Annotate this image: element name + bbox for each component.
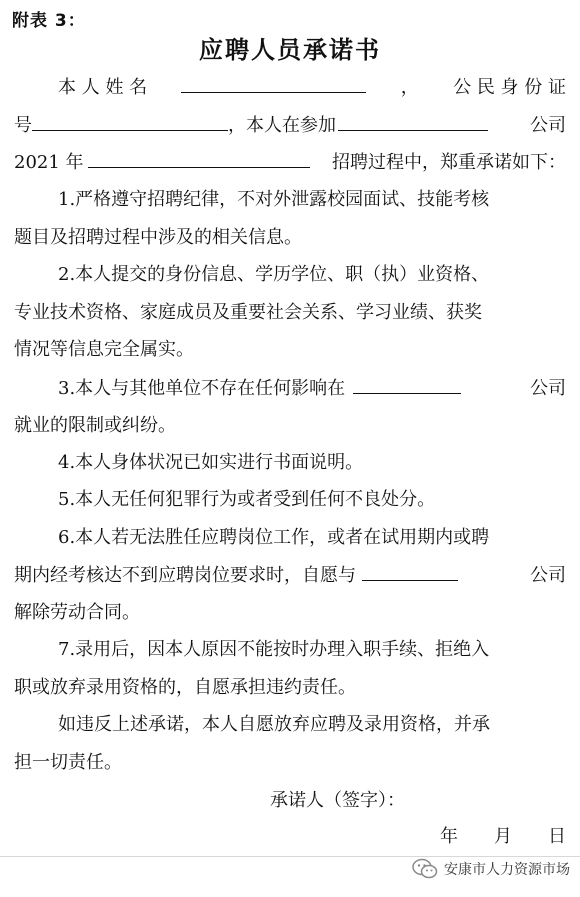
item-6-line-1 (58, 525, 489, 551)
item-text: 担一切责任。 (14, 752, 122, 773)
item-text: 5.本人无任何犯罪行为或者受到任何不良处分。 (58, 489, 436, 510)
intro-pledge: 招聘过程中，郑重承诺如下： (332, 152, 566, 173)
item-text: 公司 (530, 565, 566, 586)
company-blank-1 (338, 112, 488, 131)
intro-comma: ， (400, 77, 419, 98)
item-7-line-1 (58, 637, 489, 663)
intro-id-label: 公 民 身 份 证 (453, 77, 566, 98)
item-text: 2.本人提交的身份信息、学历学位、职（执）业资格、 (58, 264, 490, 285)
intro-year: 2021 年 (14, 152, 84, 173)
intro-name-label: 本 人 姓 名 (58, 77, 148, 98)
item-6-line-3 (14, 600, 140, 626)
item-2-line-2 (14, 300, 482, 326)
item-2-line-1 (58, 262, 489, 288)
intro-line-2 (14, 112, 566, 139)
date-month: 月 (494, 826, 512, 847)
item-1-line-2 (14, 225, 302, 251)
item-2-line-3 (14, 337, 194, 363)
date-day: 日 (548, 826, 566, 847)
signature-label: 承诺人（签字）： (270, 790, 405, 811)
attachment-label: 附表 3： (12, 11, 86, 31)
item-text: 解除劳动合同。 (14, 602, 140, 623)
intro-line-1 (58, 74, 566, 101)
item-3-line-2 (14, 413, 176, 439)
name-blank (181, 74, 366, 93)
item-text: 如违反上述承诺，本人自愿放弃应聘及录用资格，并承 (58, 714, 490, 735)
item-text: 情况等信息完全属实。 (14, 339, 194, 360)
item-text: 6.本人若无法胜任应聘岗位工作，或者在试用期内或聘 (58, 527, 490, 548)
intro-participate: ，本人在参加 (228, 115, 336, 136)
item-text: 4.本人身体状况已如实进行书面说明。 (58, 452, 364, 473)
item-text: 期内经考核达不到应聘岗位要求时，自愿与 (14, 565, 356, 586)
page-title: 应聘人员承诺书 (199, 36, 381, 64)
item-text: 公司 (530, 378, 566, 399)
source-watermark (412, 858, 570, 880)
item-6-line-2 (14, 562, 566, 589)
watermark-text: 安康市人力资源市场 (444, 862, 570, 878)
intro-id-suffix: 号 (14, 115, 32, 136)
date-year: 年 (440, 826, 458, 847)
item-4-line-1 (58, 450, 363, 476)
item-7-line-2 (14, 675, 356, 701)
closing-line-1 (58, 712, 490, 738)
item-3-line-1 (58, 375, 566, 402)
item-5-line-1 (58, 487, 435, 513)
footer-divider (0, 856, 580, 857)
company-blank-3 (362, 562, 458, 581)
intro-company-word: 公司 (530, 115, 566, 136)
intro-line-3 (14, 149, 566, 176)
id-number-blank (32, 112, 228, 131)
closing-line-2 (14, 750, 122, 776)
item-text: 题目及招聘过程中涉及的相关信息。 (14, 227, 302, 248)
item-text: 7.录用后，因本人原因不能按时办理入职手续、拒绝入 (58, 639, 490, 660)
position-blank (88, 149, 310, 168)
item-text: 专业技术资格、家庭成员及重要社会关系、学习业绩、获奖 (14, 302, 482, 323)
item-text: 职或放弃录用资格的，自愿承担违约责任。 (14, 677, 356, 698)
wechat-icon (412, 858, 438, 880)
item-text: 3.本人与其他单位不存在任何影响在 (58, 378, 346, 399)
item-text: 1.严格遵守招聘纪律，不对外泄露校园面试、技能考核 (58, 189, 490, 210)
company-blank-2 (353, 375, 461, 394)
item-1-line-1 (58, 187, 566, 213)
item-text: 就业的限制或纠纷。 (14, 415, 176, 436)
